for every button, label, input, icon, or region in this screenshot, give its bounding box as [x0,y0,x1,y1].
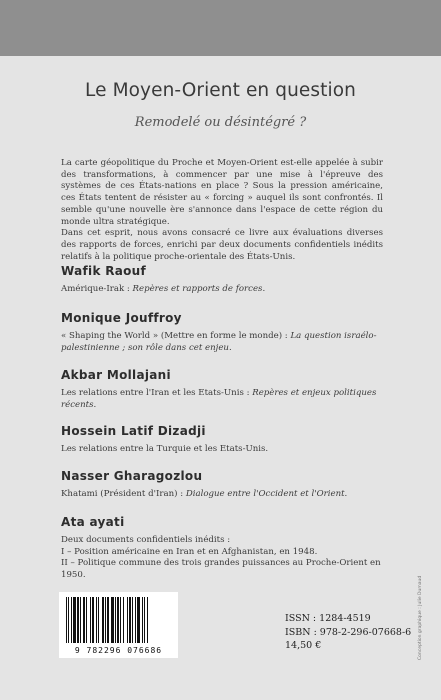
barcode-bar [107,597,109,643]
barcode-bar [83,597,85,643]
issn-text: ISSN : 1284-4519 [285,613,371,624]
author-entry [61,264,391,296]
barcode-bars [64,597,173,643]
author-description: Les relations entre l'Iran et les Etats-Unis : Repères et enjeux politiques récents. [61,388,377,410]
barcode-bar [144,597,145,643]
intro-text [61,158,383,263]
barcode-bar [86,597,87,643]
barcode-bar [117,597,119,643]
barcode [59,592,178,658]
book-subtitle: Remodelé ou désintégré ? [134,115,307,130]
barcode-bar [115,597,116,643]
design-credit: Conception graphique : Julie Dumaud [418,575,423,660]
publication-info [285,612,411,653]
author-entry [61,311,391,354]
intro-paragraph: Dans cet esprit, nous avons consacré ce livre aux évaluations diverses des rapports de forces, enrichi par deux documents confidentiels inédits relatifs à la politique proche-orientale des États-Unis. [61,228,383,262]
barcode-bar [96,597,97,643]
barcode-bar [142,597,143,643]
barcode-bar [92,597,94,643]
author-description-line: I – Position américaine en Iran et en Afghanistan, en 1948. [61,546,318,557]
intro-paragraph: La carte géopolitique du Proche et Moyen-Orient est-elle appelée à subir des transformations, à commencer par une mise à l'épreuve des systèmes de ces États-nations en place ? Sous la pression américaine, ces États tentent de résister au « forcing » auquel ils sont confrontés. Il semble qu'une nouvelle ère s'annonce dans l'espace de cette région du monde ultra stratégique. [61,158,383,227]
barcode-bar [105,597,106,643]
barcode-bar [132,597,133,643]
barcode-bar [111,597,114,643]
author-entry [61,515,391,582]
author-name: Akbar Mollajani [61,368,171,382]
barcode-bar [98,597,99,643]
price-text: 14,50 € [285,640,322,651]
barcode-bar [129,597,131,643]
barcode-bar [66,597,67,643]
author-description: « Shaping the World » (Mettre en forme le monde) : La question israélo-palestinienne ; son rôle dans cet enjeu. [61,331,377,353]
author-entry [61,424,391,456]
top-band [0,0,441,56]
author-name: Nasser Gharagozlou [61,469,203,483]
barcode-bar [90,597,91,643]
book-title: Le Moyen-Orient en question [85,80,356,101]
author-description-line: II – Politique commune des trois grandes puissances au Proche-Orient en 1950. [61,558,381,581]
barcode-bar [120,597,121,643]
author-name: Monique Jouffroy [61,311,182,325]
barcode-bar [135,597,136,643]
barcode-bar [147,597,148,643]
author-name: Wafik Raouf [61,264,147,278]
barcode-bar [123,597,124,643]
barcode-bar [77,597,79,643]
author-description: Les relations entre la Turquie et les Etats-Unis. [61,444,269,454]
barcode-bar [137,597,140,643]
author-description: Amérique-Irak : Repères et rapports de forces. [61,284,266,294]
barcode-digits: 9 782296 076686 [74,646,163,655]
author-name: Hossein Latif Dizadji [61,424,206,438]
barcode-bar [127,597,128,643]
author-description: Khatami (Président d'Iran) : Dialogue entre l'Occident et l'Orient. [61,489,348,499]
barcode-bar [71,597,72,643]
barcode-bar [73,597,76,643]
barcode-bar [102,597,104,643]
author-description-line: Deux documents confidentiels inédits : [61,535,231,545]
barcode-bar [68,597,69,643]
author-entry [61,368,391,411]
author-entry [61,469,391,501]
barcode-bar [80,597,81,643]
author-name: Ata ayati [61,515,125,529]
isbn-text: ISBN : 978-2-296-07668-6 [285,626,412,638]
